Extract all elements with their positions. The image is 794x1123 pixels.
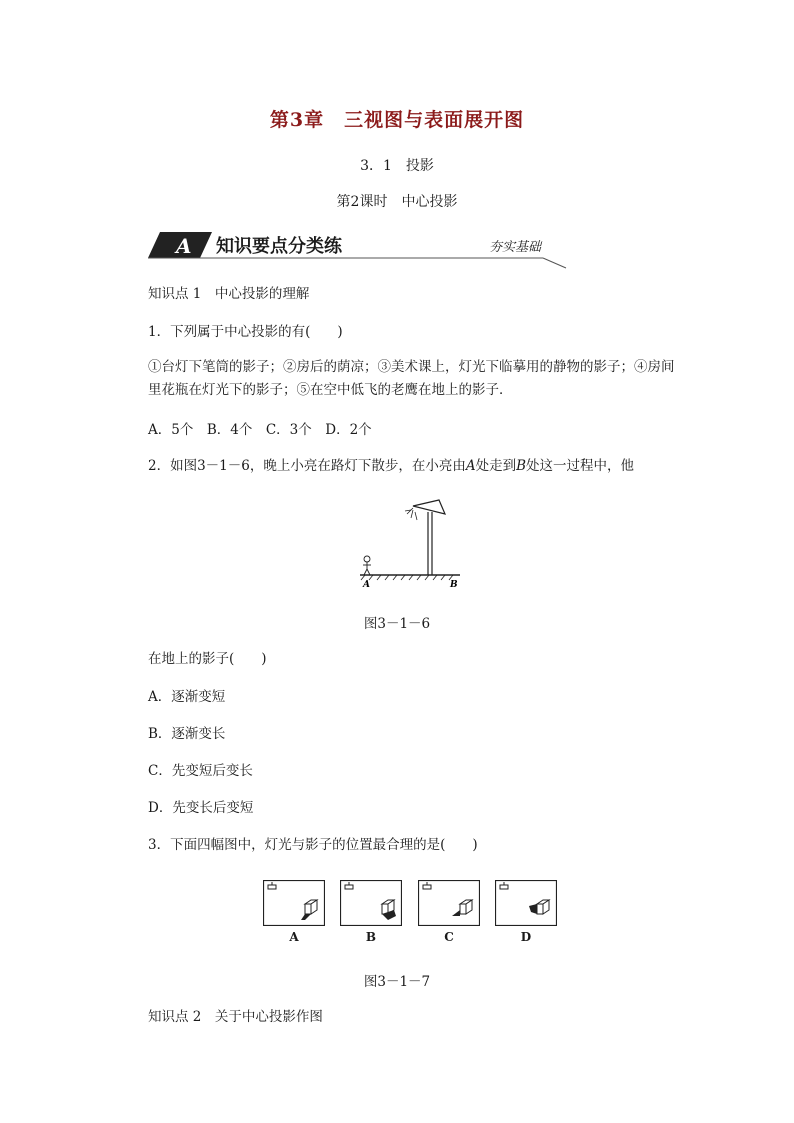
cube-icon [537, 900, 549, 914]
shadow-shape [452, 910, 460, 916]
lamp-head-icon [413, 500, 445, 514]
cube-icon [305, 900, 317, 914]
lamp-icon [268, 882, 276, 889]
lamp-icon [423, 882, 431, 889]
option-figure-d [495, 880, 557, 926]
question-2-option-d: D．先变长后变短 [148, 800, 254, 816]
question-2-continuation: 在地上的影子( ) [148, 651, 267, 667]
figure-caption-3-1-6: 图3－1－6 [363, 616, 431, 632]
question-1-stem: 1．下列属于中心投影的有( ) [148, 324, 343, 340]
section-title: 3．1 投影 [360, 158, 434, 174]
lamp-icon [345, 882, 353, 889]
banner-subtitle: 夯实基础 [489, 240, 542, 255]
question-2-option-c: C．先变短后变长 [148, 763, 253, 779]
point-b-label: B [516, 458, 527, 474]
light-icon [405, 508, 417, 520]
option-figure-a [263, 880, 325, 926]
question-2-option-b: B．逐渐变长 [148, 726, 226, 742]
person-icon [363, 556, 371, 575]
knowledge-point-2: 知识点 2 关于中心投影作图 [148, 1009, 323, 1025]
option-label-b: B [365, 930, 377, 944]
shadow-shape [301, 914, 311, 920]
point-a-label: A [465, 458, 476, 474]
lesson-title: 第2课时 中心投影 [336, 194, 458, 210]
option-label-d: D [520, 930, 532, 944]
street-lamp-figure [355, 492, 470, 592]
cube-icon [460, 900, 472, 914]
figure-caption-3-1-7: 图3－1－7 [363, 974, 431, 990]
question-2-stem: 2．如图3－1－6，晚上小亮在路灯下散步，在小亮由A处走到B处这一过程中，他 [148, 458, 635, 474]
banner-badge: A [176, 234, 192, 258]
shadow-shape [529, 904, 537, 914]
option-figure-b [340, 880, 402, 926]
banner-title: 知识要点分类练 [216, 236, 342, 257]
figure-point-b: B [450, 580, 458, 590]
question-2-option-a: A．逐渐变短 [148, 689, 226, 705]
question-3-stem: 3．下面四幅图中，灯光与影子的位置最合理的是( ) [148, 837, 478, 853]
figure-point-a: A [363, 580, 370, 590]
option-label-a: A [289, 930, 299, 944]
lamp-icon [500, 882, 508, 889]
question-1-options: A．5个 B．4个 C．3个 D．2个 [148, 422, 372, 438]
option-figure-c [418, 880, 480, 926]
chapter-title: 第3章 三视图与表面展开图 [269, 109, 525, 131]
knowledge-point-1: 知识点 1 中心投影的理解 [148, 286, 310, 302]
option-label-c: C [444, 930, 454, 944]
question-1-body: ①台灯下笔筒的影子；②房后的荫凉；③美术课上，灯光下临摹用的静物的影子；④房间里花瓶在灯光下的影子；⑤在空中低飞的老鹰在地上的影子． [148, 359, 675, 398]
